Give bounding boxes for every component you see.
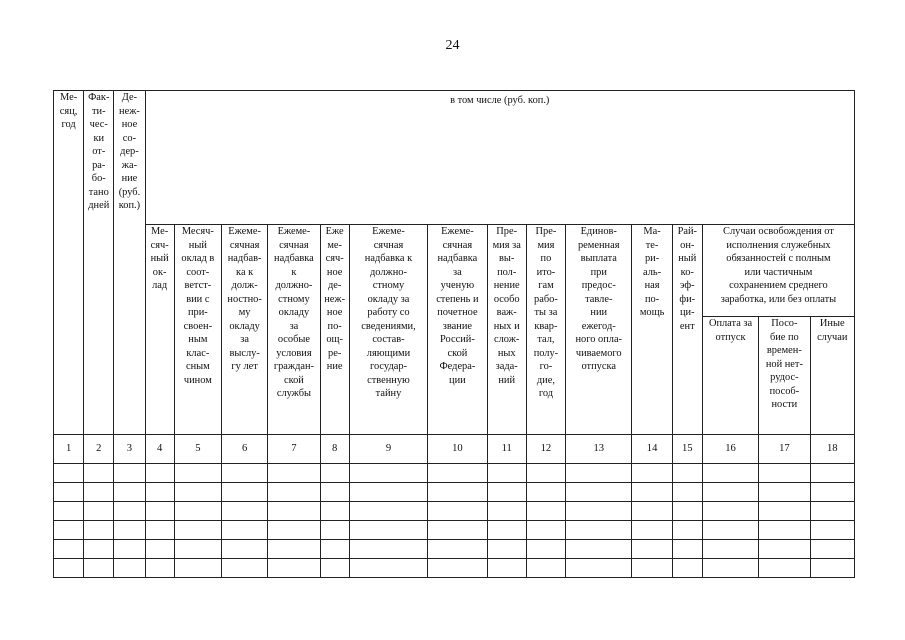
header-class-rank-salary: Месяч- ный оклад в соот- ветст- вии с при- своен- ным клас- сным чином (174, 225, 221, 435)
blank-cell[interactable] (349, 464, 427, 483)
blank-cell[interactable] (632, 464, 672, 483)
column-number: 4 (145, 435, 174, 464)
salary-form-table (53, 90, 855, 578)
header-special-conditions-bonus: Ежеме- сячная надбавка к должно- стному окладу за особые условия граждан- ской службы (268, 225, 320, 435)
blank-cell[interactable] (632, 502, 672, 521)
blank-cell[interactable] (221, 464, 267, 483)
blank-cell[interactable] (114, 502, 145, 521)
blank-cell[interactable] (221, 559, 267, 578)
header-seniority-bonus: Ежеме- сячная надбав- ка к долж- ностно- му окладу за выслу- гу лет (221, 225, 267, 435)
column-number: 6 (221, 435, 267, 464)
header-special-tasks-premium: Пре- мия за вы- пол- нение особо важ- ных и слож- ных зада- ний (487, 225, 526, 435)
column-number: 3 (114, 435, 145, 464)
blank-cell[interactable] (672, 502, 702, 521)
blank-cell[interactable] (566, 521, 632, 540)
column-number: 15 (672, 435, 702, 464)
blank-cell[interactable] (526, 483, 565, 502)
blank-cell[interactable] (428, 502, 487, 521)
blank-cell[interactable] (487, 559, 526, 578)
blank-cell[interactable] (810, 483, 854, 502)
blank-cell[interactable] (84, 464, 114, 483)
blank-cell[interactable] (702, 483, 758, 502)
blank-cell[interactable] (349, 521, 427, 540)
column-number: 8 (320, 435, 349, 464)
blank-cell[interactable] (487, 483, 526, 502)
blank-cell[interactable] (84, 502, 114, 521)
blank-cell[interactable] (84, 559, 114, 578)
header-including-group: в том числе (руб. коп.) (145, 91, 854, 225)
blank-cell[interactable] (759, 559, 810, 578)
column-number: 11 (487, 435, 526, 464)
blank-cell[interactable] (632, 559, 672, 578)
blank-cell[interactable] (145, 483, 174, 502)
header-monetary-allowance: Де- неж- ное со- дер- жа- ние (руб. коп.) (114, 91, 145, 435)
blank-cell[interactable] (759, 521, 810, 540)
blank-cell[interactable] (114, 483, 145, 502)
blank-cell[interactable] (145, 464, 174, 483)
blank-cell[interactable] (54, 483, 84, 502)
blank-cell[interactable] (349, 502, 427, 521)
blank-cell[interactable] (566, 559, 632, 578)
blank-cell[interactable] (759, 540, 810, 559)
column-number: 16 (702, 435, 758, 464)
column-number: 14 (632, 435, 672, 464)
blank-cell[interactable] (221, 521, 267, 540)
blank-cell[interactable] (810, 521, 854, 540)
page-number: 24 (445, 38, 460, 53)
blank-cell[interactable] (349, 559, 427, 578)
blank-cell[interactable] (672, 483, 702, 502)
blank-cell[interactable] (84, 540, 114, 559)
blank-cell[interactable] (566, 483, 632, 502)
blank-cell[interactable] (566, 464, 632, 483)
blank-cell[interactable] (810, 540, 854, 559)
table-row (54, 464, 855, 483)
column-number: 12 (526, 435, 565, 464)
blank-cell[interactable] (221, 540, 267, 559)
header-regional-coefficient: Рай- он- ный ко- эф- фи- ци- ент (672, 225, 702, 435)
blank-cell[interactable] (810, 559, 854, 578)
blank-cell[interactable] (349, 483, 427, 502)
blank-cell[interactable] (810, 464, 854, 483)
blank-cell[interactable] (526, 502, 565, 521)
blank-cell[interactable] (320, 483, 349, 502)
blank-cell[interactable] (320, 502, 349, 521)
header-monthly-salary: Ме- сяч- ный ок- лад (145, 225, 174, 435)
blank-cell[interactable] (320, 521, 349, 540)
blank-cell[interactable] (349, 540, 427, 559)
header-days-worked: Фак- ти- чес- ки от- ра- бо- тано дней (84, 91, 114, 435)
header-material-aid: Ма- те- ри- аль- ная по- мощь (632, 225, 672, 435)
blank-cell[interactable] (428, 521, 487, 540)
blank-cell[interactable] (54, 521, 84, 540)
blank-cell[interactable] (114, 559, 145, 578)
blank-cell[interactable] (702, 559, 758, 578)
blank-cell[interactable] (54, 559, 84, 578)
blank-cell[interactable] (174, 521, 221, 540)
blank-cell[interactable] (526, 521, 565, 540)
blank-cell[interactable] (672, 540, 702, 559)
blank-cell[interactable] (759, 483, 810, 502)
blank-cell[interactable] (632, 521, 672, 540)
blank-cell[interactable] (174, 502, 221, 521)
blank-cell[interactable] (268, 483, 320, 502)
blank-cell[interactable] (114, 521, 145, 540)
header-monthly-incentive: Еже ме- сяч- ное де- неж- ное по- ощ- ре- ние (320, 225, 349, 435)
header-period-results-premium: Пре- мия по ито- гам рабо- ты за квар- тал, полу- го- дие, год (526, 225, 565, 435)
blank-cell[interactable] (145, 559, 174, 578)
blank-cell[interactable] (702, 540, 758, 559)
blank-cell[interactable] (428, 540, 487, 559)
blank-cell[interactable] (672, 559, 702, 578)
blank-cell[interactable] (174, 559, 221, 578)
blank-cell[interactable] (174, 540, 221, 559)
column-number: 17 (759, 435, 810, 464)
blank-cell[interactable] (114, 540, 145, 559)
blank-cell[interactable] (672, 464, 702, 483)
blank-cell[interactable] (810, 502, 854, 521)
blank-cell[interactable] (174, 464, 221, 483)
blank-cell[interactable] (487, 502, 526, 521)
column-number: 1 (54, 435, 84, 464)
blank-cell[interactable] (268, 521, 320, 540)
blank-cell[interactable] (428, 559, 487, 578)
blank-cell[interactable] (320, 464, 349, 483)
blank-cell[interactable] (54, 502, 84, 521)
blank-cell[interactable] (320, 540, 349, 559)
header-release-cases-group: Случаи освобождения от исполнения служебных обязанностей с полным или частичным сохранением среднего заработка, или без оплаты (702, 225, 854, 317)
blank-cell[interactable] (526, 540, 565, 559)
blank-cell[interactable] (84, 521, 114, 540)
blank-cell[interactable] (632, 483, 672, 502)
blank-cell[interactable] (759, 464, 810, 483)
blank-cell[interactable] (320, 559, 349, 578)
blank-cell[interactable] (526, 464, 565, 483)
column-number: 9 (349, 435, 427, 464)
blank-cell[interactable] (702, 502, 758, 521)
blank-cell[interactable] (487, 521, 526, 540)
header-academic-degree-bonus: Ежеме- сячная надбавка за ученую степень и почетное звание Россий- ской Федера- ции (428, 225, 487, 435)
header-sick-leave-benefit: Посо- бие по времен- ной нет- рудос- пособ- ности (759, 317, 810, 435)
table-row (54, 502, 855, 521)
blank-cell[interactable] (428, 464, 487, 483)
table-row (54, 540, 855, 559)
header-month-year: Ме- сяц, год (54, 91, 84, 435)
blank-cell[interactable] (487, 540, 526, 559)
blank-cell[interactable] (114, 464, 145, 483)
blank-cell[interactable] (702, 521, 758, 540)
column-number: 18 (810, 435, 854, 464)
blank-cell[interactable] (221, 483, 267, 502)
blank-cell[interactable] (145, 521, 174, 540)
header-state-secret-bonus: Ежеме- сячная надбавка к должно- стному окладу за работу со сведениями, состав- ляющими государ- ственную тайну (349, 225, 427, 435)
column-number: 5 (174, 435, 221, 464)
blank-cell[interactable] (268, 464, 320, 483)
blank-cell[interactable] (84, 483, 114, 502)
column-number-row (54, 435, 855, 464)
column-number: 13 (566, 435, 632, 464)
blank-cell[interactable] (268, 502, 320, 521)
blank-cell[interactable] (632, 540, 672, 559)
header-vacation-lump-sum: Единов- ременная выплата при предос- тавле- нии ежегод- ного опла- чиваемого отпуска (566, 225, 632, 435)
blank-cell[interactable] (759, 502, 810, 521)
column-number: 7 (268, 435, 320, 464)
blank-cell[interactable] (145, 502, 174, 521)
blank-cell[interactable] (428, 483, 487, 502)
blank-cell[interactable] (268, 559, 320, 578)
table-row (54, 483, 855, 502)
blank-cell[interactable] (672, 521, 702, 540)
blank-cell[interactable] (566, 540, 632, 559)
blank-cell[interactable] (526, 559, 565, 578)
blank-cell[interactable] (702, 464, 758, 483)
table-row (54, 559, 855, 578)
blank-cell[interactable] (268, 540, 320, 559)
blank-cell[interactable] (487, 464, 526, 483)
blank-cell[interactable] (54, 540, 84, 559)
blank-cell[interactable] (221, 502, 267, 521)
header-vacation-pay: Оплата за отпуск (702, 317, 758, 435)
blank-cell[interactable] (145, 540, 174, 559)
header-other-cases: Иные случаи (810, 317, 854, 435)
blank-cell[interactable] (566, 502, 632, 521)
column-number: 10 (428, 435, 487, 464)
column-number: 2 (84, 435, 114, 464)
blank-cell[interactable] (54, 464, 84, 483)
table-row (54, 521, 855, 540)
blank-cell[interactable] (174, 483, 221, 502)
